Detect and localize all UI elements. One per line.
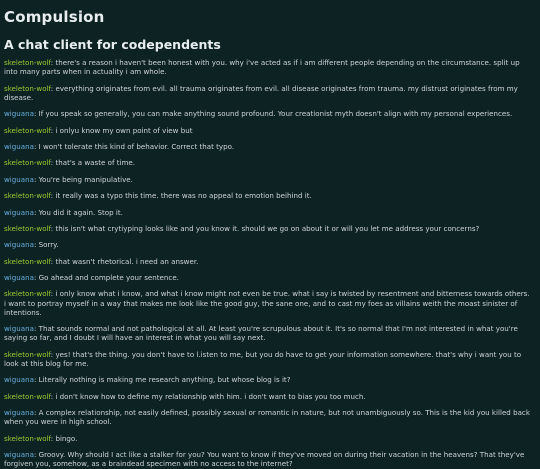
message-separator: : <box>50 349 56 359</box>
message-username: skeleton-wolf <box>4 58 51 67</box>
message-separator: : <box>33 174 39 184</box>
message-separator: : <box>33 273 39 283</box>
chat-message <box>4 392 532 401</box>
chat-message <box>4 109 532 118</box>
message-text: there's a reason i haven't been honest with you. why i've acted as if i am different people depending on the circumstance. split up into many parts when in actuality i am whole. <box>4 58 520 77</box>
message-username: wiguana <box>4 109 34 119</box>
message-text: Go ahead and complete your sentence. <box>38 273 179 283</box>
message-separator: : <box>33 450 39 460</box>
message-username: wiguana <box>4 207 34 217</box>
message-text: bingo. <box>55 433 78 443</box>
message-separator: : <box>33 141 39 151</box>
message-text: That sounds normal and not pathological at all. At least you're scrupulous about it. It's so normal that I'm not interested in what you're saying so far, and I doubt I will have an interest in what you will say next. <box>4 324 518 343</box>
message-text: everything originates from evil. all trauma originates from evil. all disease originates from trauma. my distrust originates from my disease. <box>4 83 518 102</box>
message-text: i onlyu know my own point of view but <box>55 125 193 135</box>
message-separator: : <box>50 158 56 168</box>
chat-message <box>4 224 532 233</box>
message-username: skeleton-wolf <box>4 289 51 299</box>
chat-message <box>4 408 532 426</box>
chat-message <box>4 289 532 317</box>
message-text: You're being manipulative. <box>38 174 133 184</box>
message-username: skeleton-wolf <box>4 158 51 168</box>
message-username: wiguana <box>4 141 34 151</box>
message-separator: : <box>33 375 39 385</box>
message-separator: : <box>50 391 56 401</box>
chat-message <box>4 84 532 102</box>
message-username: wiguana <box>4 408 34 418</box>
message-separator: : <box>33 109 39 119</box>
message-username: wiguana <box>4 240 34 250</box>
message-username: skeleton-wolf <box>4 433 51 443</box>
chat-message <box>4 375 532 384</box>
message-separator: : <box>50 256 56 266</box>
chat-message <box>4 450 532 468</box>
message-separator: : <box>50 289 56 299</box>
chat-message <box>4 350 532 368</box>
chat-message <box>4 240 532 249</box>
message-username: skeleton-wolf <box>4 125 51 135</box>
chat-message <box>4 434 532 443</box>
chat-message <box>4 58 532 76</box>
message-text: A complex relationship, not easily defined, possibly sexual or romantic in nature, but not unambiguously so. This is the kid you killed back when you were in high school. <box>4 408 530 427</box>
message-username: skeleton-wolf <box>4 223 51 233</box>
message-separator: : <box>33 324 39 334</box>
chat-message <box>4 257 532 266</box>
message-username: skeleton-wolf <box>4 391 51 401</box>
app-title: Compulsion <box>4 8 105 26</box>
message-text: Literally nothing is making me research anything, but whose blog is it? <box>38 375 291 385</box>
chat-message <box>4 324 532 342</box>
message-text: Groovy. Why should I act like a stalker for you? You want to know if they've moved on during their vacation in the heavens? That they've forgiven you, somehow, as a braindead specimen with no access to the internet? <box>4 450 525 469</box>
message-text: You did it again. Stop it. <box>38 207 123 217</box>
message-text: that wasn't rhetorical. i need an answer. <box>55 256 199 266</box>
message-separator: : <box>33 408 39 418</box>
message-username: skeleton-wolf <box>4 349 51 359</box>
chat-message <box>4 208 532 217</box>
message-separator: : <box>50 125 56 135</box>
app-subtitle: A chat client for codependents <box>4 37 221 52</box>
chat-message <box>4 273 532 282</box>
message-username: wiguana <box>4 273 34 283</box>
message-separator: : <box>50 191 56 201</box>
message-username: wiguana <box>4 450 34 460</box>
message-separator: : <box>50 223 56 233</box>
chat-log[interactable] <box>4 58 532 469</box>
message-text: i don't know how to define my relationship with him. i don't want to bias you too much. <box>55 391 366 401</box>
chat-message <box>4 142 532 151</box>
message-username: skeleton-wolf <box>4 256 51 266</box>
message-text: i only know what i know, and what i know might not even be true. what i say is twisted by resentment and bitterness towards others. i want to portray myself in a way that makes me look like the good guy, the sane one, and to cast my foes as villains weith the moast sinister of intentions. <box>4 289 530 317</box>
message-username: wiguana <box>4 174 34 184</box>
chat-message <box>4 175 532 184</box>
message-username: skeleton-wolf <box>4 83 51 93</box>
message-text: it really was a typo this time. there was no appeal to emotion beihind it. <box>55 191 312 201</box>
message-separator: : <box>50 83 56 93</box>
message-text: If you speak so generally, you can make anything sound profound. Your creationist myth doesn't align with my personal experiences. <box>38 109 513 119</box>
message-username: skeleton-wolf <box>4 191 51 201</box>
message-separator: : <box>33 207 39 217</box>
chat-message <box>4 158 532 167</box>
message-username: wiguana <box>4 324 34 334</box>
message-username: wiguana <box>4 375 34 385</box>
message-text: yes! that's the thing. you don't have to l.isten to me, but you do have to get your information somewhere. that's why i want you to look at this blog for me. <box>4 349 522 369</box>
message-text: I won't tolerate this kind of behavior. Correct that typo. <box>38 141 235 151</box>
message-text: Sorry. <box>38 240 59 250</box>
message-text: this isn't what crytiyping looks like and you know it. should we go on about it or will you let me address your concerns? <box>55 223 480 233</box>
message-separator: : <box>50 433 56 443</box>
message-text: that's a waste of time. <box>55 158 135 168</box>
message-separator: : <box>33 240 39 250</box>
chat-message <box>4 191 532 200</box>
chat-message <box>4 126 532 135</box>
message-separator: : <box>50 58 56 67</box>
